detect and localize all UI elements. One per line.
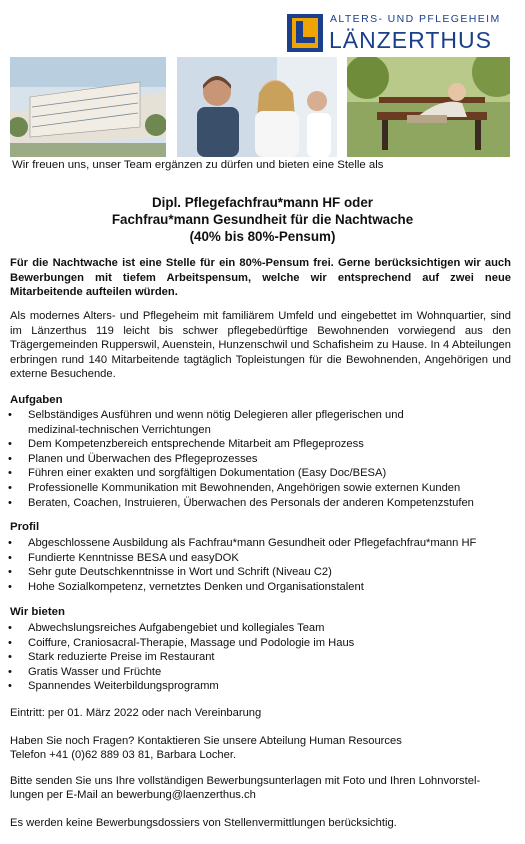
- photo-strip: [10, 57, 510, 157]
- section-heading-aufgaben: Aufgaben: [10, 394, 63, 406]
- application-line: Bitte senden Sie uns Ihre vollständigen Bewerbungsunterlagen mit Foto und Ihren Lohnvorstel-: [10, 775, 481, 787]
- list-item: • Coiffure, Craniosacral-Therapie, Massage und Podologie im Haus: [8, 636, 513, 651]
- about-paragraph: Als modernes Alters- und Pflegeheim mit familiärem Umfeld und eingebettet im Wohnquartier, sind im Länzerthus 119 leicht bis schwer pflegebedürftige Bewohnenden vorwiegend aus den Trägergemeinden Rupperswil, Auenstein, Hunzenschwil und Schafisheim zu Hause. In 4 Abteilungen erbringen rund 140 Mitarbeitende tagtäglich Topleistungen für die Bewohnenden, Angehörigen und externe Besuchende.: [10, 310, 511, 381]
- list-item: • Abgeschlossene Ausbildung als Fachfrau*mann Gesundheit oder Pflegefachfrau*mann HF: [8, 536, 513, 551]
- section-heading-profil: Profil: [10, 521, 40, 533]
- resident-photo: [347, 57, 510, 157]
- brand-name: LÄNZERTHUS: [329, 27, 492, 53]
- brand-subtitle: ALTERS- UND PFLEGEHEIM: [330, 13, 501, 25]
- list-item: • Dem Kompetenzbereich entsprechende Mitarbeit am Pflegeprozess: [8, 437, 513, 452]
- application-email: lungen per E-Mail an bewerbung@laenzerthus.ch: [10, 789, 256, 801]
- profil-list: [8, 536, 513, 594]
- list-item: • Führen einer exakten und sorgfältigen Dokumentation (Easy Doc/BESA): [8, 466, 513, 481]
- list-item: • Professionelle Kommunikation mit Bewohnenden, Angehörigen sowie externen Kunden: [8, 481, 513, 496]
- lead-paragraph: Für die Nachtwache ist eine Stelle für ein 80%-Pensum frei. Gerne berücksichtigen wir auch Bewerbungen mit tiefem Arbeitspensum, welche wir entsprechend auf zwei neue Mitarbeitende aufteilen würden.: [10, 257, 511, 299]
- list-item: • Planen und Überwachen des Pflegeprozesses: [8, 452, 513, 467]
- list-item: • Spannendes Weiterbildungsprogramm: [8, 679, 513, 694]
- intro-text: Wir freuen uns, unser Team ergänzen zu dürfen und bieten eine Stelle als: [12, 159, 384, 171]
- job-title-line: Dipl. Pflegefachfrau*mann HF oder: [152, 195, 373, 210]
- list-item: • Gratis Wasser und Früchte: [8, 665, 513, 680]
- disclaimer: Es werden keine Bewerbungsdossiers von Stellenvermittlungen berücksichtig.: [10, 817, 397, 829]
- list-item: • Stark reduzierte Preise im Restaurant: [8, 650, 513, 665]
- job-title-line: (40% bis 80%-Pensum): [189, 229, 336, 244]
- aufgaben-list: [8, 408, 513, 510]
- job-title: [0, 194, 525, 245]
- header: [0, 0, 525, 56]
- contact-phone: Telefon +41 (0)62 889 03 81, Barbara Locher.: [10, 749, 237, 761]
- bieten-list: [8, 621, 513, 694]
- start-date: Eintritt: per 01. März 2022 oder nach Vereinbarung: [10, 707, 262, 719]
- list-item: • Sehr gute Deutschkenntnisse in Wort und Schrift (Niveau C2): [8, 565, 513, 580]
- list-item: • Fundierte Kenntnisse BESA und easyDOK: [8, 551, 513, 566]
- job-title-line: Fachfrau*mann Gesundheit für die Nachtwache: [111, 212, 414, 227]
- contact-line: Haben Sie noch Fragen? Kontaktieren Sie unsere Abteilung Human Resources: [10, 735, 402, 747]
- section-heading-bieten: Wir bieten: [10, 606, 65, 618]
- care-staff-photo: [177, 57, 337, 157]
- list-item: • Beraten, Coachen, Instruieren, Überwachen des Personals der anderen Kompetenzstufen: [8, 496, 513, 511]
- building-photo: [10, 57, 166, 157]
- list-item: • Hohe Sozialkompetenz, vernetztes Denken und Organisationstalent: [8, 580, 513, 595]
- list-item: • Selbständiges Ausführen und wenn nötig Delegieren aller pflegerischen und medizinal-technischen Verrichtungen: [8, 408, 448, 437]
- list-item: • Abwechslungsreiches Aufgabengebiet und kollegiales Team: [8, 621, 513, 636]
- laenzerthus-logo-icon: [287, 14, 323, 52]
